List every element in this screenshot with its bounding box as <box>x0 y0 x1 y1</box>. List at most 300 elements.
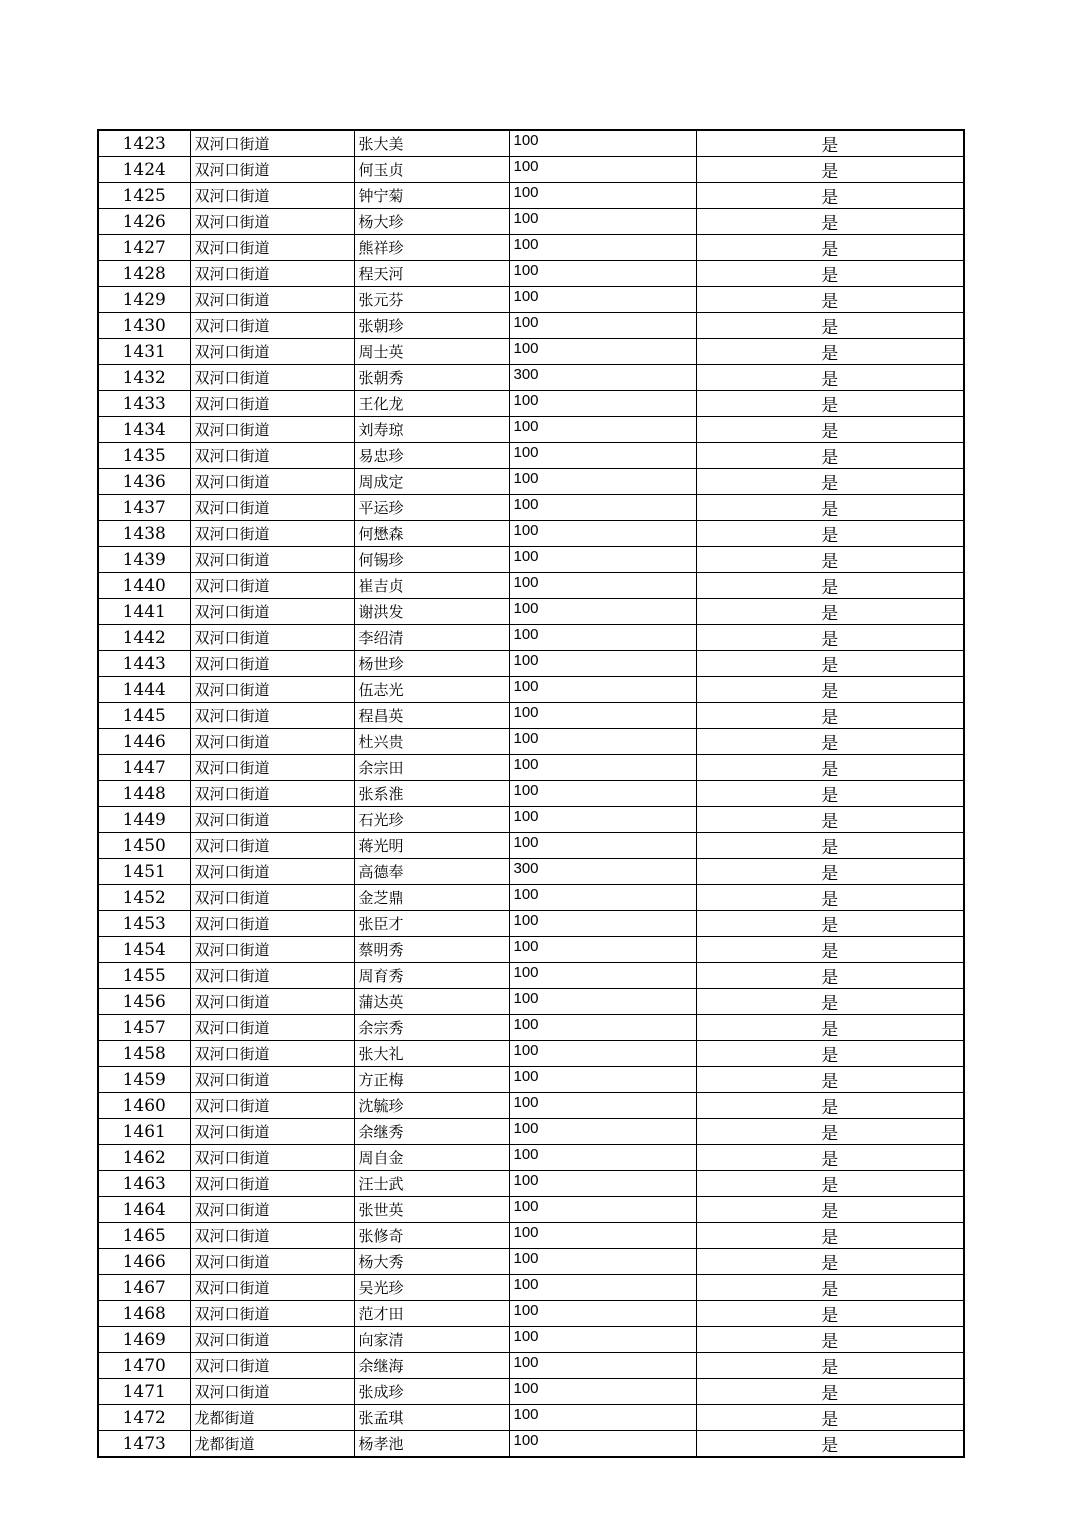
row-number-cell: 1460 <box>98 1093 190 1119</box>
name-cell: 李绍清 <box>354 625 509 651</box>
table-row <box>98 1197 964 1223</box>
flag-cell: 是 <box>696 807 964 833</box>
street-cell: 双河口街道 <box>190 183 354 209</box>
name-cell: 王化龙 <box>354 391 509 417</box>
row-number-cell: 1471 <box>98 1379 190 1405</box>
street-cell: 双河口街道 <box>190 729 354 755</box>
amount-cell: 100 <box>509 130 696 157</box>
flag-cell: 是 <box>696 391 964 417</box>
table-row <box>98 235 964 261</box>
street-cell: 双河口街道 <box>190 157 354 183</box>
data-table <box>97 129 965 1458</box>
flag-cell: 是 <box>696 1067 964 1093</box>
name-cell: 石光珍 <box>354 807 509 833</box>
amount-cell: 100 <box>509 1197 696 1223</box>
name-cell: 程昌英 <box>354 703 509 729</box>
flag-cell: 是 <box>696 547 964 573</box>
row-number-cell: 1452 <box>98 885 190 911</box>
flag-cell: 是 <box>696 703 964 729</box>
amount-cell: 100 <box>509 495 696 521</box>
flag-cell: 是 <box>696 599 964 625</box>
name-cell: 平运珍 <box>354 495 509 521</box>
flag-cell: 是 <box>696 885 964 911</box>
table-row <box>98 911 964 937</box>
street-cell: 双河口街道 <box>190 989 354 1015</box>
table-row <box>98 963 964 989</box>
name-cell: 杨世珍 <box>354 651 509 677</box>
amount-cell: 100 <box>509 313 696 339</box>
street-cell: 双河口街道 <box>190 573 354 599</box>
amount-cell: 100 <box>509 443 696 469</box>
table-row <box>98 469 964 495</box>
amount-cell: 100 <box>509 1249 696 1275</box>
street-cell: 双河口街道 <box>190 1301 354 1327</box>
table-row <box>98 1301 964 1327</box>
table-row <box>98 287 964 313</box>
row-number-cell: 1434 <box>98 417 190 443</box>
amount-cell: 100 <box>509 1067 696 1093</box>
row-number-cell: 1449 <box>98 807 190 833</box>
flag-cell: 是 <box>696 1197 964 1223</box>
street-cell: 双河口街道 <box>190 937 354 963</box>
amount-cell: 100 <box>509 651 696 677</box>
street-cell: 双河口街道 <box>190 130 354 157</box>
table-row <box>98 703 964 729</box>
flag-cell: 是 <box>696 937 964 963</box>
table-row <box>98 625 964 651</box>
street-cell: 双河口街道 <box>190 547 354 573</box>
name-cell: 吴光珍 <box>354 1275 509 1301</box>
row-number-cell: 1432 <box>98 365 190 391</box>
table-row <box>98 677 964 703</box>
street-cell: 双河口街道 <box>190 677 354 703</box>
name-cell: 张朝珍 <box>354 313 509 339</box>
flag-cell: 是 <box>696 313 964 339</box>
row-number-cell: 1437 <box>98 495 190 521</box>
row-number-cell: 1466 <box>98 1249 190 1275</box>
row-number-cell: 1444 <box>98 677 190 703</box>
amount-cell: 100 <box>509 261 696 287</box>
street-cell: 双河口街道 <box>190 339 354 365</box>
row-number-cell: 1425 <box>98 183 190 209</box>
flag-cell: 是 <box>696 1353 964 1379</box>
row-number-cell: 1473 <box>98 1431 190 1458</box>
flag-cell: 是 <box>696 339 964 365</box>
table-row <box>98 339 964 365</box>
flag-cell: 是 <box>696 677 964 703</box>
table-row <box>98 781 964 807</box>
street-cell: 双河口街道 <box>190 391 354 417</box>
street-cell: 双河口街道 <box>190 1249 354 1275</box>
street-cell: 双河口街道 <box>190 781 354 807</box>
flag-cell: 是 <box>696 1041 964 1067</box>
row-number-cell: 1455 <box>98 963 190 989</box>
flag-cell: 是 <box>696 1119 964 1145</box>
name-cell: 金芝鼎 <box>354 885 509 911</box>
table-row <box>98 1405 964 1431</box>
amount-cell: 100 <box>509 911 696 937</box>
name-cell: 张大美 <box>354 130 509 157</box>
row-number-cell: 1423 <box>98 130 190 157</box>
flag-cell: 是 <box>696 1379 964 1405</box>
street-cell: 双河口街道 <box>190 1327 354 1353</box>
street-cell: 双河口街道 <box>190 1197 354 1223</box>
row-number-cell: 1436 <box>98 469 190 495</box>
row-number-cell: 1429 <box>98 287 190 313</box>
table-row <box>98 130 964 157</box>
name-cell: 熊祥珍 <box>354 235 509 261</box>
name-cell: 杨孝池 <box>354 1431 509 1458</box>
table-row <box>98 1249 964 1275</box>
amount-cell: 100 <box>509 599 696 625</box>
name-cell: 蒋光明 <box>354 833 509 859</box>
name-cell: 张孟琪 <box>354 1405 509 1431</box>
table-row <box>98 573 964 599</box>
amount-cell: 100 <box>509 781 696 807</box>
name-cell: 周成定 <box>354 469 509 495</box>
table-row <box>98 157 964 183</box>
table-row <box>98 937 964 963</box>
street-cell: 双河口街道 <box>190 807 354 833</box>
name-cell: 何玉贞 <box>354 157 509 183</box>
flag-cell: 是 <box>696 287 964 313</box>
flag-cell: 是 <box>696 495 964 521</box>
name-cell: 向家清 <box>354 1327 509 1353</box>
amount-cell: 300 <box>509 859 696 885</box>
table-row <box>98 807 964 833</box>
row-number-cell: 1427 <box>98 235 190 261</box>
amount-cell: 100 <box>509 1379 696 1405</box>
amount-cell: 100 <box>509 287 696 313</box>
amount-cell: 100 <box>509 1431 696 1458</box>
flag-cell: 是 <box>696 729 964 755</box>
table-row <box>98 1171 964 1197</box>
amount-cell: 100 <box>509 703 696 729</box>
amount-cell: 100 <box>509 547 696 573</box>
street-cell: 双河口街道 <box>190 1067 354 1093</box>
flag-cell: 是 <box>696 1275 964 1301</box>
amount-cell: 100 <box>509 1405 696 1431</box>
table-row <box>98 1431 964 1458</box>
street-cell: 双河口街道 <box>190 1093 354 1119</box>
row-number-cell: 1458 <box>98 1041 190 1067</box>
street-cell: 双河口街道 <box>190 417 354 443</box>
row-number-cell: 1461 <box>98 1119 190 1145</box>
flag-cell: 是 <box>696 183 964 209</box>
amount-cell: 100 <box>509 885 696 911</box>
flag-cell: 是 <box>696 130 964 157</box>
table-row <box>98 521 964 547</box>
street-cell: 双河口街道 <box>190 1041 354 1067</box>
row-number-cell: 1438 <box>98 521 190 547</box>
table-row <box>98 1223 964 1249</box>
street-cell: 双河口街道 <box>190 313 354 339</box>
amount-cell: 100 <box>509 755 696 781</box>
street-cell: 双河口街道 <box>190 833 354 859</box>
table-row <box>98 1145 964 1171</box>
table-row <box>98 885 964 911</box>
amount-cell: 100 <box>509 1327 696 1353</box>
name-cell: 蔡明秀 <box>354 937 509 963</box>
name-cell: 高德奉 <box>354 859 509 885</box>
row-number-cell: 1426 <box>98 209 190 235</box>
name-cell: 张大礼 <box>354 1041 509 1067</box>
street-cell: 双河口街道 <box>190 261 354 287</box>
amount-cell: 100 <box>509 339 696 365</box>
street-cell: 双河口街道 <box>190 599 354 625</box>
row-number-cell: 1439 <box>98 547 190 573</box>
flag-cell: 是 <box>696 781 964 807</box>
row-number-cell: 1453 <box>98 911 190 937</box>
table-row <box>98 1353 964 1379</box>
flag-cell: 是 <box>696 911 964 937</box>
row-number-cell: 1431 <box>98 339 190 365</box>
name-cell: 余继海 <box>354 1353 509 1379</box>
name-cell: 张世英 <box>354 1197 509 1223</box>
row-number-cell: 1459 <box>98 1067 190 1093</box>
flag-cell: 是 <box>696 859 964 885</box>
row-number-cell: 1441 <box>98 599 190 625</box>
flag-cell: 是 <box>696 1093 964 1119</box>
amount-cell: 100 <box>509 417 696 443</box>
street-cell: 双河口街道 <box>190 209 354 235</box>
amount-cell: 100 <box>509 1015 696 1041</box>
street-cell: 双河口街道 <box>190 625 354 651</box>
name-cell: 张系淮 <box>354 781 509 807</box>
table-row <box>98 443 964 469</box>
flag-cell: 是 <box>696 1015 964 1041</box>
row-number-cell: 1428 <box>98 261 190 287</box>
table-row <box>98 729 964 755</box>
name-cell: 沈毓珍 <box>354 1093 509 1119</box>
table-row <box>98 1379 964 1405</box>
flag-cell: 是 <box>696 625 964 651</box>
table-row <box>98 1041 964 1067</box>
row-number-cell: 1454 <box>98 937 190 963</box>
flag-cell: 是 <box>696 1405 964 1431</box>
street-cell: 双河口街道 <box>190 521 354 547</box>
flag-cell: 是 <box>696 365 964 391</box>
table-row <box>98 1327 964 1353</box>
amount-cell: 100 <box>509 1353 696 1379</box>
table-row <box>98 599 964 625</box>
flag-cell: 是 <box>696 469 964 495</box>
name-cell: 何锡珍 <box>354 547 509 573</box>
amount-cell: 100 <box>509 989 696 1015</box>
name-cell: 崔吉贞 <box>354 573 509 599</box>
row-number-cell: 1472 <box>98 1405 190 1431</box>
amount-cell: 100 <box>509 1145 696 1171</box>
row-number-cell: 1464 <box>98 1197 190 1223</box>
flag-cell: 是 <box>696 417 964 443</box>
row-number-cell: 1440 <box>98 573 190 599</box>
name-cell: 方正梅 <box>354 1067 509 1093</box>
row-number-cell: 1467 <box>98 1275 190 1301</box>
table-row <box>98 859 964 885</box>
amount-cell: 100 <box>509 937 696 963</box>
street-cell: 双河口街道 <box>190 651 354 677</box>
table-row <box>98 1275 964 1301</box>
row-number-cell: 1450 <box>98 833 190 859</box>
name-cell: 范才田 <box>354 1301 509 1327</box>
amount-cell: 100 <box>509 469 696 495</box>
row-number-cell: 1433 <box>98 391 190 417</box>
table-row <box>98 755 964 781</box>
street-cell: 双河口街道 <box>190 235 354 261</box>
flag-cell: 是 <box>696 963 964 989</box>
street-cell: 龙都街道 <box>190 1405 354 1431</box>
amount-cell: 100 <box>509 1093 696 1119</box>
table-body <box>98 130 964 1457</box>
flag-cell: 是 <box>696 157 964 183</box>
table-row <box>98 989 964 1015</box>
flag-cell: 是 <box>696 651 964 677</box>
name-cell: 余宗秀 <box>354 1015 509 1041</box>
amount-cell: 100 <box>509 183 696 209</box>
table-row <box>98 313 964 339</box>
amount-cell: 100 <box>509 963 696 989</box>
table-row <box>98 651 964 677</box>
name-cell: 余宗田 <box>354 755 509 781</box>
name-cell: 张成珍 <box>354 1379 509 1405</box>
street-cell: 双河口街道 <box>190 443 354 469</box>
amount-cell: 300 <box>509 365 696 391</box>
amount-cell: 100 <box>509 521 696 547</box>
row-number-cell: 1463 <box>98 1171 190 1197</box>
flag-cell: 是 <box>696 755 964 781</box>
street-cell: 双河口街道 <box>190 703 354 729</box>
table-row <box>98 417 964 443</box>
row-number-cell: 1424 <box>98 157 190 183</box>
flag-cell: 是 <box>696 1145 964 1171</box>
row-number-cell: 1447 <box>98 755 190 781</box>
row-number-cell: 1456 <box>98 989 190 1015</box>
name-cell: 张修奇 <box>354 1223 509 1249</box>
street-cell: 双河口街道 <box>190 495 354 521</box>
name-cell: 刘寿琼 <box>354 417 509 443</box>
amount-cell: 100 <box>509 573 696 599</box>
row-number-cell: 1462 <box>98 1145 190 1171</box>
flag-cell: 是 <box>696 1171 964 1197</box>
table-row <box>98 1015 964 1041</box>
table-row <box>98 1067 964 1093</box>
name-cell: 余继秀 <box>354 1119 509 1145</box>
name-cell: 张朝秀 <box>354 365 509 391</box>
table-row <box>98 1119 964 1145</box>
flag-cell: 是 <box>696 573 964 599</box>
amount-cell: 100 <box>509 1275 696 1301</box>
street-cell: 双河口街道 <box>190 1379 354 1405</box>
street-cell: 双河口街道 <box>190 885 354 911</box>
name-cell: 周自金 <box>354 1145 509 1171</box>
street-cell: 双河口街道 <box>190 287 354 313</box>
street-cell: 双河口街道 <box>190 755 354 781</box>
name-cell: 张元芬 <box>354 287 509 313</box>
name-cell: 张臣才 <box>354 911 509 937</box>
table-row <box>98 495 964 521</box>
street-cell: 双河口街道 <box>190 963 354 989</box>
row-number-cell: 1468 <box>98 1301 190 1327</box>
name-cell: 程天河 <box>354 261 509 287</box>
table-row <box>98 183 964 209</box>
table-row <box>98 833 964 859</box>
table-row <box>98 365 964 391</box>
name-cell: 伍志光 <box>354 677 509 703</box>
flag-cell: 是 <box>696 261 964 287</box>
table-row <box>98 547 964 573</box>
row-number-cell: 1442 <box>98 625 190 651</box>
street-cell: 双河口街道 <box>190 859 354 885</box>
street-cell: 双河口街道 <box>190 911 354 937</box>
amount-cell: 100 <box>509 1301 696 1327</box>
flag-cell: 是 <box>696 235 964 261</box>
amount-cell: 100 <box>509 1223 696 1249</box>
amount-cell: 100 <box>509 1041 696 1067</box>
flag-cell: 是 <box>696 989 964 1015</box>
flag-cell: 是 <box>696 1249 964 1275</box>
name-cell: 周士英 <box>354 339 509 365</box>
street-cell: 双河口街道 <box>190 1119 354 1145</box>
row-number-cell: 1435 <box>98 443 190 469</box>
row-number-cell: 1430 <box>98 313 190 339</box>
street-cell: 双河口街道 <box>190 1223 354 1249</box>
flag-cell: 是 <box>696 833 964 859</box>
row-number-cell: 1469 <box>98 1327 190 1353</box>
street-cell: 双河口街道 <box>190 1275 354 1301</box>
name-cell: 杨大秀 <box>354 1249 509 1275</box>
flag-cell: 是 <box>696 1327 964 1353</box>
row-number-cell: 1451 <box>98 859 190 885</box>
amount-cell: 100 <box>509 1119 696 1145</box>
name-cell: 谢洪发 <box>354 599 509 625</box>
table-row <box>98 261 964 287</box>
name-cell: 何懋森 <box>354 521 509 547</box>
street-cell: 龙都街道 <box>190 1431 354 1458</box>
table-row <box>98 391 964 417</box>
street-cell: 双河口街道 <box>190 1145 354 1171</box>
amount-cell: 100 <box>509 729 696 755</box>
amount-cell: 100 <box>509 807 696 833</box>
flag-cell: 是 <box>696 1301 964 1327</box>
street-cell: 双河口街道 <box>190 1353 354 1379</box>
street-cell: 双河口街道 <box>190 365 354 391</box>
name-cell: 钟宁菊 <box>354 183 509 209</box>
amount-cell: 100 <box>509 391 696 417</box>
name-cell: 杨大珍 <box>354 209 509 235</box>
row-number-cell: 1470 <box>98 1353 190 1379</box>
flag-cell: 是 <box>696 209 964 235</box>
row-number-cell: 1465 <box>98 1223 190 1249</box>
name-cell: 汪士武 <box>354 1171 509 1197</box>
name-cell: 易忠珍 <box>354 443 509 469</box>
amount-cell: 100 <box>509 1171 696 1197</box>
name-cell: 周育秀 <box>354 963 509 989</box>
street-cell: 双河口街道 <box>190 1171 354 1197</box>
amount-cell: 100 <box>509 677 696 703</box>
table-row <box>98 209 964 235</box>
name-cell: 杜兴贵 <box>354 729 509 755</box>
street-cell: 双河口街道 <box>190 1015 354 1041</box>
row-number-cell: 1443 <box>98 651 190 677</box>
amount-cell: 100 <box>509 209 696 235</box>
row-number-cell: 1457 <box>98 1015 190 1041</box>
row-number-cell: 1445 <box>98 703 190 729</box>
flag-cell: 是 <box>696 1431 964 1458</box>
table-row <box>98 1093 964 1119</box>
amount-cell: 100 <box>509 833 696 859</box>
amount-cell: 100 <box>509 625 696 651</box>
row-number-cell: 1448 <box>98 781 190 807</box>
